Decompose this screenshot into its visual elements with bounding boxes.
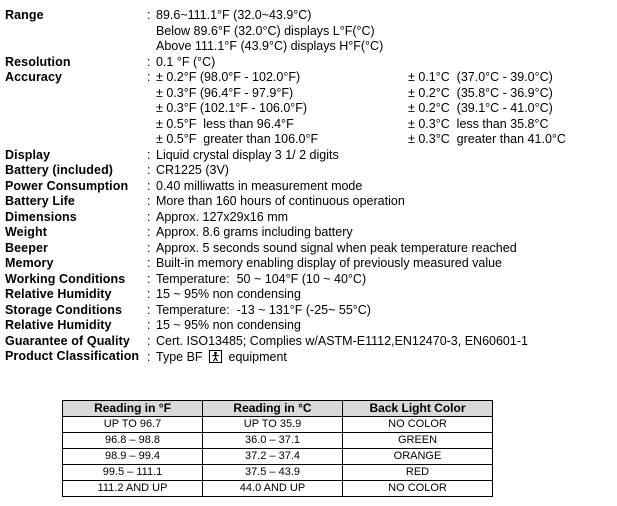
spec-value-line xyxy=(147,70,613,86)
spec-values xyxy=(147,179,613,195)
colon-separator: : xyxy=(147,225,151,239)
accuracy-fahrenheit-value: ± 0.3°F (102.1°F - 106.0°F) xyxy=(156,101,308,115)
table-cell: 111.2 AND UP xyxy=(63,480,203,496)
spec-value-text: Above 111.1°F (43.9°C) displays H°F(°C) xyxy=(156,39,384,53)
colon-separator: : xyxy=(147,147,151,162)
table-row xyxy=(63,416,493,432)
spec-row xyxy=(5,287,613,303)
table-cell: RED xyxy=(343,464,493,480)
spec-value-line xyxy=(147,179,613,195)
spec-value-line xyxy=(147,303,613,319)
spec-values xyxy=(147,256,613,272)
spec-values xyxy=(147,194,613,210)
bf-applied-part-icon xyxy=(209,350,222,368)
spec-value-line xyxy=(147,194,613,210)
spec-value-text: Temperature: -13 ~ 131°F (-25~ 55°C) xyxy=(156,302,371,317)
spec-value-line xyxy=(147,8,613,24)
table-cell: 96.8 – 98.8 xyxy=(63,432,203,448)
accuracy-celsius-value: ± 0.3°C greater than 41.0°C xyxy=(408,132,566,146)
spec-value-line xyxy=(147,39,613,55)
backlight-table-body xyxy=(63,416,493,496)
spec-value-text: 0.40 milliwatts in measurement mode xyxy=(156,178,363,193)
spec-label: Dimensions xyxy=(5,209,77,224)
spec-values xyxy=(147,163,613,179)
spec-row xyxy=(5,241,613,257)
spec-value-text: Liquid crystal display 3 1/ 2 digits xyxy=(156,147,339,162)
spec-values xyxy=(147,287,613,303)
colon-separator: : xyxy=(147,333,151,348)
spec-value-text: 15 ~ 95% non condensing xyxy=(156,287,301,301)
spec-label: Power Consumption xyxy=(5,178,129,193)
spec-value-line xyxy=(147,318,613,334)
spec-label: Beeper xyxy=(5,240,48,255)
table-cell: GREEN xyxy=(343,432,493,448)
spec-value-text: More than 160 hours of continuous operation xyxy=(156,194,405,208)
spec-values xyxy=(147,318,613,334)
colon-separator: : xyxy=(147,54,151,69)
spec-list xyxy=(5,8,613,367)
spec-values xyxy=(147,8,613,55)
spec-row xyxy=(5,303,613,319)
spec-value-text: Approx. 8.6 grams including battery xyxy=(156,225,353,239)
spec-label: Range xyxy=(5,8,44,22)
table-cell: 36.0 – 37.1 xyxy=(203,432,343,448)
table-row xyxy=(63,480,493,496)
spec-label: Relative Humidity xyxy=(5,287,112,301)
spec-value-text: Below 89.6°F (32.0°C) displays L°F(°C) xyxy=(156,23,375,38)
spec-row xyxy=(5,334,613,350)
spec-values xyxy=(147,272,613,288)
colon-separator: : xyxy=(147,194,151,208)
backlight-table xyxy=(62,400,493,497)
spec-label: Storage Conditions xyxy=(5,302,123,317)
spec-value-line xyxy=(147,148,613,164)
table-row xyxy=(63,464,493,480)
table-cell: 37.2 – 37.4 xyxy=(203,448,343,464)
spec-row xyxy=(5,318,613,334)
colon-separator: : xyxy=(147,302,151,317)
spec-values xyxy=(147,210,613,226)
accuracy-celsius-value: ± 0.2°C (35.8°C - 36.9°C) xyxy=(408,85,553,100)
spec-value-text: 89.6~111.1°F (32.0~43.9°C) xyxy=(156,8,312,22)
spec-row xyxy=(5,70,613,148)
colon-separator: : xyxy=(147,318,151,332)
spec-label: Resolution xyxy=(5,54,71,69)
table-cell: 37.5 – 43.9 xyxy=(203,464,343,480)
spec-row xyxy=(5,8,613,55)
spec-label: Battery (included) xyxy=(5,163,114,177)
spec-value-text: Approx. 127x29x16 mm xyxy=(156,209,289,224)
spec-value-line xyxy=(147,210,613,226)
spec-value-line xyxy=(147,163,613,179)
spec-value-line xyxy=(147,101,613,117)
spec-value-line xyxy=(147,349,613,367)
table-cell: UP TO 35.9 xyxy=(203,416,343,432)
spec-label: Guarantee of Quality xyxy=(5,333,130,348)
spec-values xyxy=(147,70,613,148)
spec-label: Working Conditions xyxy=(5,271,126,286)
accuracy-celsius-value: ± 0.2°C (39.1°C - 41.0°C) xyxy=(408,101,553,115)
table-cell: NO COLOR xyxy=(343,416,493,432)
spec-row xyxy=(5,256,613,272)
spec-value-line xyxy=(147,132,613,148)
spec-value-line xyxy=(147,117,613,133)
backlight-table-header-row xyxy=(63,400,493,416)
spec-values xyxy=(147,241,613,257)
spec-value-text: CR1225 (3V) xyxy=(156,163,229,177)
spec-value-text: 0.1 °F (°C) xyxy=(156,54,216,69)
spec-row xyxy=(5,349,613,367)
spec-values xyxy=(147,334,613,350)
table-header-cell: Reading in °C xyxy=(203,400,343,416)
accuracy-fahrenheit-value: ± 0.5°F greater than 106.0°F xyxy=(156,132,319,146)
table-cell: UP TO 96.7 xyxy=(63,416,203,432)
spec-value-text: 15 ~ 95% non condensing xyxy=(156,318,301,332)
spec-value-line xyxy=(147,55,613,71)
spec-label: Battery Life xyxy=(5,194,75,208)
table-row xyxy=(63,432,493,448)
colon-separator: : xyxy=(147,240,151,255)
table-cell: 99.5 – 111.1 xyxy=(63,464,203,480)
spec-row xyxy=(5,148,613,164)
spec-row xyxy=(5,194,613,210)
colon-separator: : xyxy=(147,271,151,286)
table-cell: 44.0 AND UP xyxy=(203,480,343,496)
table-cell: 98.9 – 99.4 xyxy=(63,448,203,464)
table-header-cell: Back Light Color xyxy=(343,400,493,416)
spec-value-text: Temperature: 50 ~ 104°F (10 ~ 40°C) xyxy=(156,271,367,286)
spec-row xyxy=(5,179,613,195)
colon-separator: : xyxy=(147,163,151,177)
spec-row xyxy=(5,225,613,241)
table-cell: ORANGE xyxy=(343,448,493,464)
spec-value-line xyxy=(147,256,613,272)
spec-row xyxy=(5,163,613,179)
colon-separator: : xyxy=(147,256,151,270)
spec-value-line xyxy=(147,287,613,303)
spec-label: Memory xyxy=(5,256,54,270)
spec-value-text: Approx. 5 seconds sound signal when peak temperature reached xyxy=(156,240,517,255)
spec-label: Display xyxy=(5,147,51,162)
spec-row xyxy=(5,272,613,288)
spec-value-text-after: equipment xyxy=(225,350,287,364)
spec-values xyxy=(147,225,613,241)
accuracy-fahrenheit-value: ± 0.2°F (98.0°F - 102.0°F) xyxy=(156,70,301,84)
spec-value-line xyxy=(147,334,613,350)
spec-row xyxy=(5,55,613,71)
spec-value-line xyxy=(147,241,613,257)
spec-values xyxy=(147,148,613,164)
colon-separator: : xyxy=(147,350,151,364)
spec-value-line xyxy=(147,225,613,241)
accuracy-celsius-value: ± 0.1°C (37.0°C - 39.0°C) xyxy=(408,70,553,84)
spec-values xyxy=(147,303,613,319)
spec-value-line xyxy=(147,86,613,102)
spec-values xyxy=(147,349,613,367)
spec-value-text: Built-in memory enabling display of previously measured value xyxy=(156,256,503,270)
spec-value-line xyxy=(147,272,613,288)
spec-value-text: Cert. ISO13485; Complies w/ASTM-E1112,EN12470-3, EN60601-1 xyxy=(156,333,528,348)
spec-label: Relative Humidity xyxy=(5,318,112,332)
spec-value-text: Type BF xyxy=(156,350,207,364)
spec-label: Product Classification xyxy=(5,349,140,363)
accuracy-fahrenheit-value: ± 0.3°F (96.4°F - 97.9°F) xyxy=(156,85,294,100)
colon-separator: : xyxy=(147,8,151,22)
colon-separator: : xyxy=(147,209,151,224)
colon-separator: : xyxy=(147,287,151,301)
colon-separator: : xyxy=(147,70,151,84)
table-row xyxy=(63,448,493,464)
spec-row xyxy=(5,210,613,226)
spec-values xyxy=(147,55,613,71)
spec-label: Accuracy xyxy=(5,70,63,84)
table-header-cell: Reading in °F xyxy=(63,400,203,416)
accuracy-celsius-value: ± 0.3°C less than 35.8°C xyxy=(408,116,549,131)
spec-label: Weight xyxy=(5,225,48,239)
colon-separator: : xyxy=(147,178,151,193)
spec-value-line xyxy=(147,24,613,40)
table-cell: NO COLOR xyxy=(343,480,493,496)
accuracy-fahrenheit-value: ± 0.5°F less than 96.4°F xyxy=(156,116,294,131)
